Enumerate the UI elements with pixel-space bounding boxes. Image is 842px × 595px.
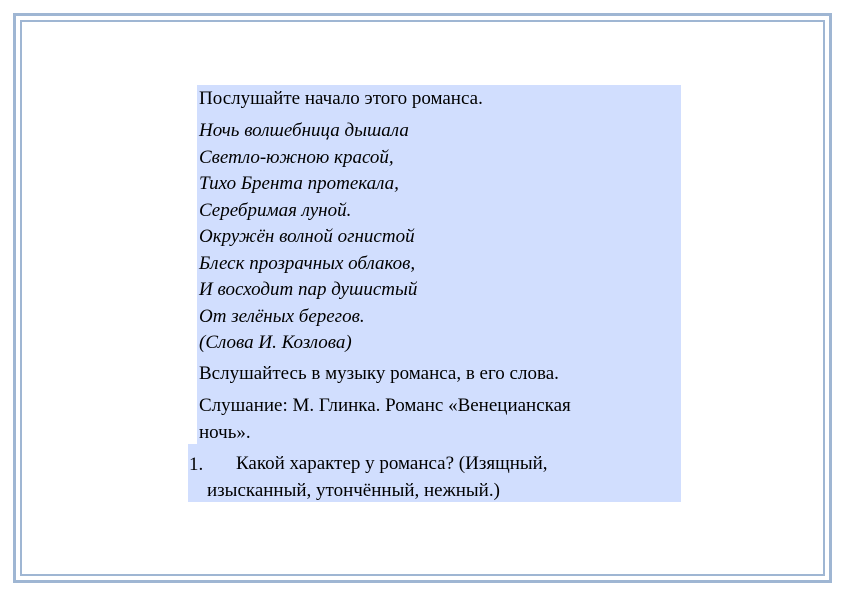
- question-line: изысканный, утончённый, нежный.): [207, 480, 500, 501]
- listening-line: ночь».: [199, 421, 251, 443]
- listening-line: Слушание: М. Глинка. Романс «Венецианская: [199, 395, 571, 416]
- listen-instruction: Вслушайтесь в музыку романса, в его слова.: [199, 363, 559, 384]
- poem-line: Серебримая луной.: [199, 199, 352, 221]
- poem-line: Ночь волшебница дышала: [199, 120, 409, 141]
- poem-line: Блеск прозрачных облаков,: [199, 252, 416, 274]
- poem-line: Светло-южною красой,: [199, 146, 394, 168]
- question-number: 1.: [189, 454, 204, 475]
- question-line: Какой характер у романса? (Изящный,: [236, 453, 548, 474]
- poem-attribution: (Слова И. Козлова): [199, 332, 352, 353]
- poem-line: Окружён волной огнистой: [199, 226, 415, 247]
- poem-line: Тихо Брента протекала,: [199, 173, 399, 194]
- intro-text: Послушайте начало этого романса.: [199, 88, 483, 109]
- poem-line: И восходит пар душистый: [199, 279, 418, 300]
- poem-line: От зелёных берегов.: [199, 305, 365, 327]
